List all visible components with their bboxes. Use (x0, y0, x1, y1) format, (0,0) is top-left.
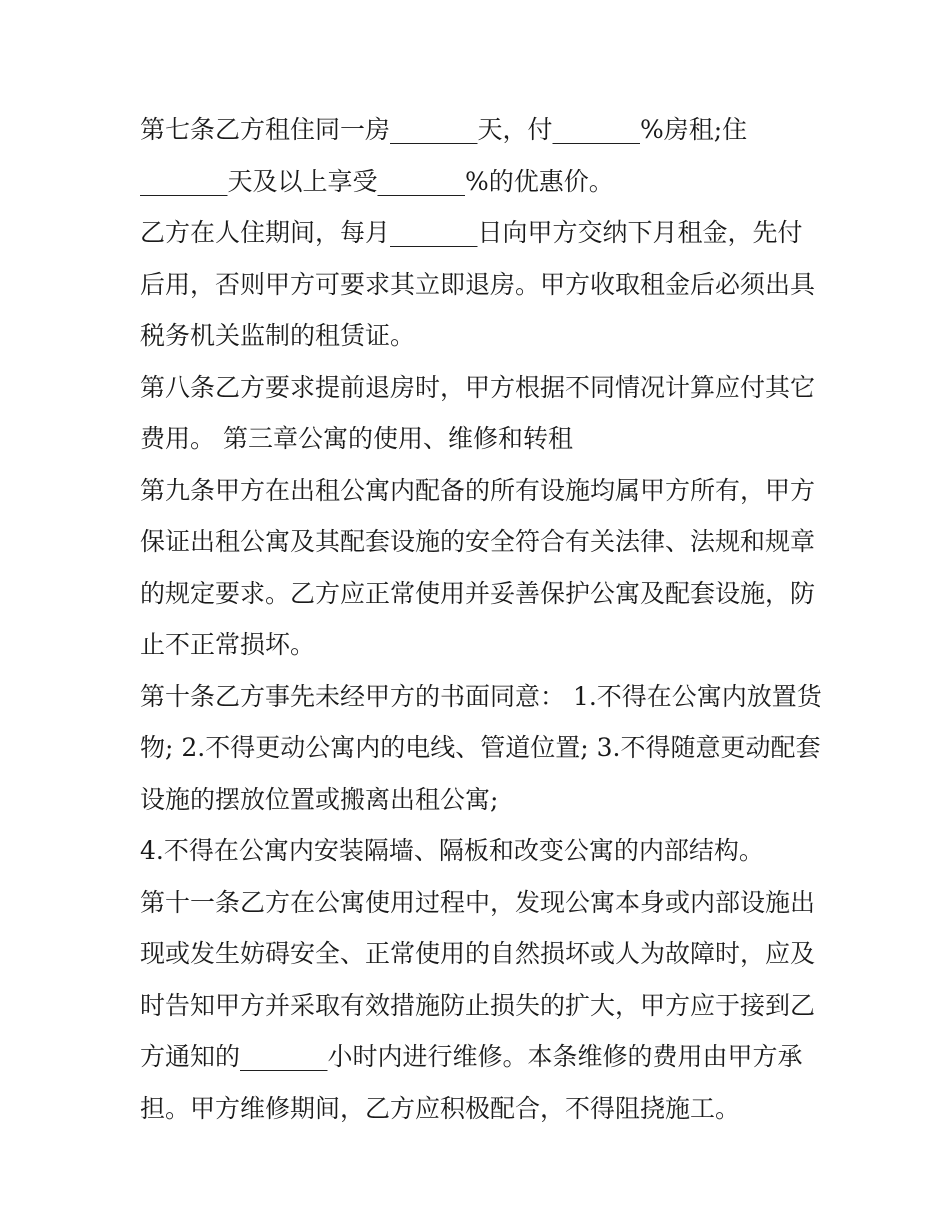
paragraph-article-10 (140, 671, 820, 826)
text-line: 费用。 第三章公寓的使用、维修和转租 (140, 424, 573, 453)
text-line: 4.不得在公寓内安装隔墙、隔板和改变公寓的内部结构。 (140, 836, 764, 865)
text-line: 保证出租公寓及其配套设施的安全符合有关法律、法规和规章 (140, 527, 816, 556)
paragraph-rent-payment (140, 207, 820, 362)
paragraph-article-11 (140, 877, 820, 1135)
text-line: 第八条乙方要求提前退房时，甲方根据不同情况计算应付其它 (140, 372, 816, 402)
text-line: 后用，否则甲方可要求其立即退房。甲方收取租金后必须出具 (140, 269, 816, 299)
text-line: 第七条乙方租住同一房_______天，付_______%房租;住 (140, 115, 748, 144)
text-line: _______天及以上享受_______%的优惠价。 (140, 166, 614, 196)
document-body (140, 104, 820, 1134)
paragraph-article-8 (140, 362, 820, 465)
paragraph-article-7 (140, 104, 820, 207)
text-line: 方通知的_______小时内进行维修。本条维修的费用由甲方承 (140, 1042, 803, 1071)
paragraph-article-9 (140, 465, 820, 671)
paragraph-article-10-item-4 (140, 825, 820, 877)
text-line: 乙方在人住期间，每月_______日向甲方交纳下月租金，先付 (140, 218, 803, 247)
text-line: 止不正常损坏。 (140, 630, 316, 659)
text-line: 物; 2.不得更动公寓内的电线、管道位置; 3.不得随意更动配套 (140, 733, 821, 762)
text-line: 设施的摆放位置或搬离出租公寓; (140, 784, 499, 814)
text-line: 第十条乙方事先未经甲方的书面同意： 1.不得在公寓内放置货 (140, 681, 822, 711)
text-line: 第九条甲方在出租公寓内配备的所有设施均属甲方所有，甲方 (140, 475, 816, 505)
text-line: 税务机关监制的租赁证。 (140, 321, 416, 350)
text-line: 现或发生妨碍安全、正常使用的自然损坏或人为故障时，应及 (140, 939, 816, 968)
text-line: 时告知甲方并采取有效措施防止损失的扩大，甲方应于接到乙 (140, 990, 816, 1020)
text-line: 第十一条乙方在公寓使用过程中，发现公寓本身或内部设施出 (140, 887, 816, 917)
text-line: 担。甲方维修期间，乙方应积极配合，不得阻挠施工。 (140, 1093, 741, 1123)
text-line: 的规定要求。乙方应正常使用并妥善保护公寓及配套设施，防 (140, 578, 816, 608)
